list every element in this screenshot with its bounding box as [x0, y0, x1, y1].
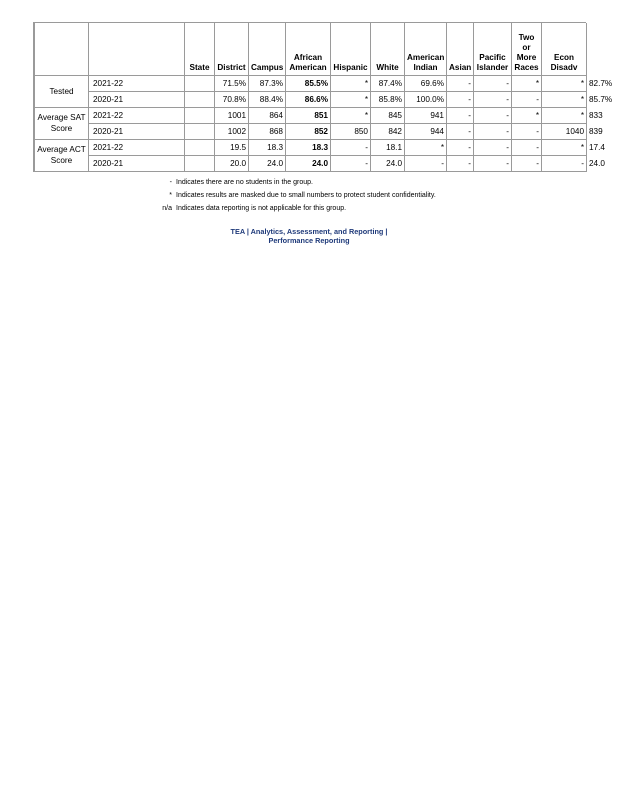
column-header: Hispanic	[331, 23, 371, 75]
value-cell: -	[447, 107, 474, 123]
column-header: American Indian	[405, 23, 447, 75]
legend-text: Indicates data reporting is not applicable for this group.	[176, 205, 347, 212]
value-cell: -	[512, 139, 542, 155]
value-cell: 864	[249, 107, 286, 123]
value-cell: 1040	[542, 123, 587, 139]
table-body	[35, 75, 613, 171]
column-header: State	[185, 23, 215, 75]
value-cell: -	[447, 155, 474, 171]
value-cell: 845	[371, 107, 405, 123]
column-header: Campus	[249, 23, 286, 75]
value-cell: -	[405, 155, 447, 171]
legend-item	[156, 176, 436, 189]
header-blank	[89, 23, 185, 75]
legend-item	[156, 189, 436, 202]
legend-item	[156, 202, 436, 215]
table-row: 2020-21 20.0 24.0 24.0 - 24.0 - - - - - 24.0	[35, 155, 587, 171]
spacer-cell	[185, 107, 215, 123]
year-cell: 2021-22	[89, 75, 185, 91]
table-row: Average ACT Score 2021-22 19.5 18.3 18.3 - 18.1 * - - - * 17.4	[35, 139, 587, 155]
value-cell: 88.4%	[249, 91, 286, 107]
value-cell: 87.4%	[371, 75, 405, 91]
value-cell: -	[474, 75, 512, 91]
value-cell: *	[405, 139, 447, 155]
value-cell: -	[447, 123, 474, 139]
column-header: White	[371, 23, 405, 75]
value-cell: -	[512, 91, 542, 107]
value-cell: 1002	[215, 123, 249, 139]
value-cell: *	[331, 91, 371, 107]
column-header: Pacific Islander	[474, 23, 512, 75]
value-cell: -	[447, 91, 474, 107]
value-cell: 87.3%	[249, 75, 286, 91]
value-cell: 69.6%	[405, 75, 447, 91]
year-cell: 2021-22	[89, 139, 185, 155]
value-cell: -	[331, 155, 371, 171]
value-cell: 1001	[215, 107, 249, 123]
year-cell: 2020-21	[89, 155, 185, 171]
value-cell: 24.0	[286, 155, 331, 171]
value-cell: 941	[405, 107, 447, 123]
value-cell: 19.5	[215, 139, 249, 155]
legend-text: Indicates results are masked due to small numbers to protect student confidentiality.	[176, 192, 436, 199]
spacer-cell	[185, 75, 215, 91]
value-cell: *	[542, 91, 587, 107]
table-row: Tested 2021-22 71.5% 87.3% 85.5% * 87.4% 69.6% - - * * 82.7%	[35, 75, 587, 91]
table-row: 2020-21 1002 868 852 850 842 944 - - - 1040 839	[35, 123, 587, 139]
spacer-cell	[185, 123, 215, 139]
value-cell: 868	[249, 123, 286, 139]
value-cell: *	[512, 75, 542, 91]
value-cell: 24.0	[371, 155, 405, 171]
legend-symbol: n/a	[162, 205, 172, 212]
column-header: Two or More Races	[512, 23, 542, 75]
spacer-cell	[185, 139, 215, 155]
value-cell: -	[474, 107, 512, 123]
value-cell: 85.8%	[371, 91, 405, 107]
table-header-row	[35, 23, 587, 75]
value-cell: *	[512, 107, 542, 123]
value-cell: 850	[331, 123, 371, 139]
year-cell: 2020-21	[89, 123, 185, 139]
legend-text: Indicates there are no students in the group.	[176, 179, 313, 186]
value-cell: 842	[371, 123, 405, 139]
performance-table	[34, 23, 613, 172]
value-cell: 70.8%	[215, 91, 249, 107]
column-header: African American	[286, 23, 331, 75]
value-cell: -	[474, 123, 512, 139]
value-cell: 18.1	[371, 139, 405, 155]
value-cell: 18.3	[249, 139, 286, 155]
value-cell: -	[512, 123, 542, 139]
row-group-label: Tested	[35, 75, 89, 107]
value-cell: 85.5%	[286, 75, 331, 91]
value-cell: 852	[286, 123, 331, 139]
value-cell: -	[447, 139, 474, 155]
year-cell: 2021-22	[89, 107, 185, 123]
value-cell: *	[331, 107, 371, 123]
value-cell: 20.0	[215, 155, 249, 171]
value-cell: *	[542, 139, 587, 155]
legend	[156, 176, 436, 215]
value-cell: -	[474, 139, 512, 155]
value-cell: -	[512, 155, 542, 171]
year-cell: 2020-21	[89, 91, 185, 107]
value-cell: 18.3	[286, 139, 331, 155]
legend-symbol: *	[169, 192, 172, 199]
footer-line-1: TEA | Analytics, Assessment, and Reporting |	[230, 227, 388, 236]
value-cell: 86.6%	[286, 91, 331, 107]
performance-table-container	[33, 22, 613, 172]
row-group-label: Average SAT Score	[35, 107, 89, 139]
footer	[0, 227, 618, 245]
footer-line-2: Performance Reporting	[268, 236, 350, 245]
column-header: Econ Disadv	[542, 23, 587, 75]
table-row: Average SAT Score 2021-22 1001 864 851 * 845 941 - - * * 833	[35, 107, 587, 123]
column-header: District	[215, 23, 249, 75]
value-cell: *	[542, 107, 587, 123]
column-header: Asian	[447, 23, 474, 75]
value-cell: -	[331, 139, 371, 155]
value-cell: -	[474, 91, 512, 107]
value-cell: *	[542, 75, 587, 91]
value-cell: -	[474, 155, 512, 171]
value-cell: -	[447, 75, 474, 91]
value-cell: 24.0	[249, 155, 286, 171]
header-corner	[35, 23, 89, 75]
value-cell: 71.5%	[215, 75, 249, 91]
value-cell: 100.0%	[405, 91, 447, 107]
value-cell: *	[331, 75, 371, 91]
value-cell: 944	[405, 123, 447, 139]
spacer-cell	[185, 91, 215, 107]
value-cell: 851	[286, 107, 331, 123]
spacer-cell	[185, 155, 215, 171]
value-cell: -	[542, 155, 587, 171]
table-row: 2020-21 70.8% 88.4% 86.6% * 85.8% 100.0% - - - * 85.7%	[35, 91, 587, 107]
legend-symbol: -	[169, 179, 172, 186]
row-group-label: Average ACT Score	[35, 139, 89, 171]
